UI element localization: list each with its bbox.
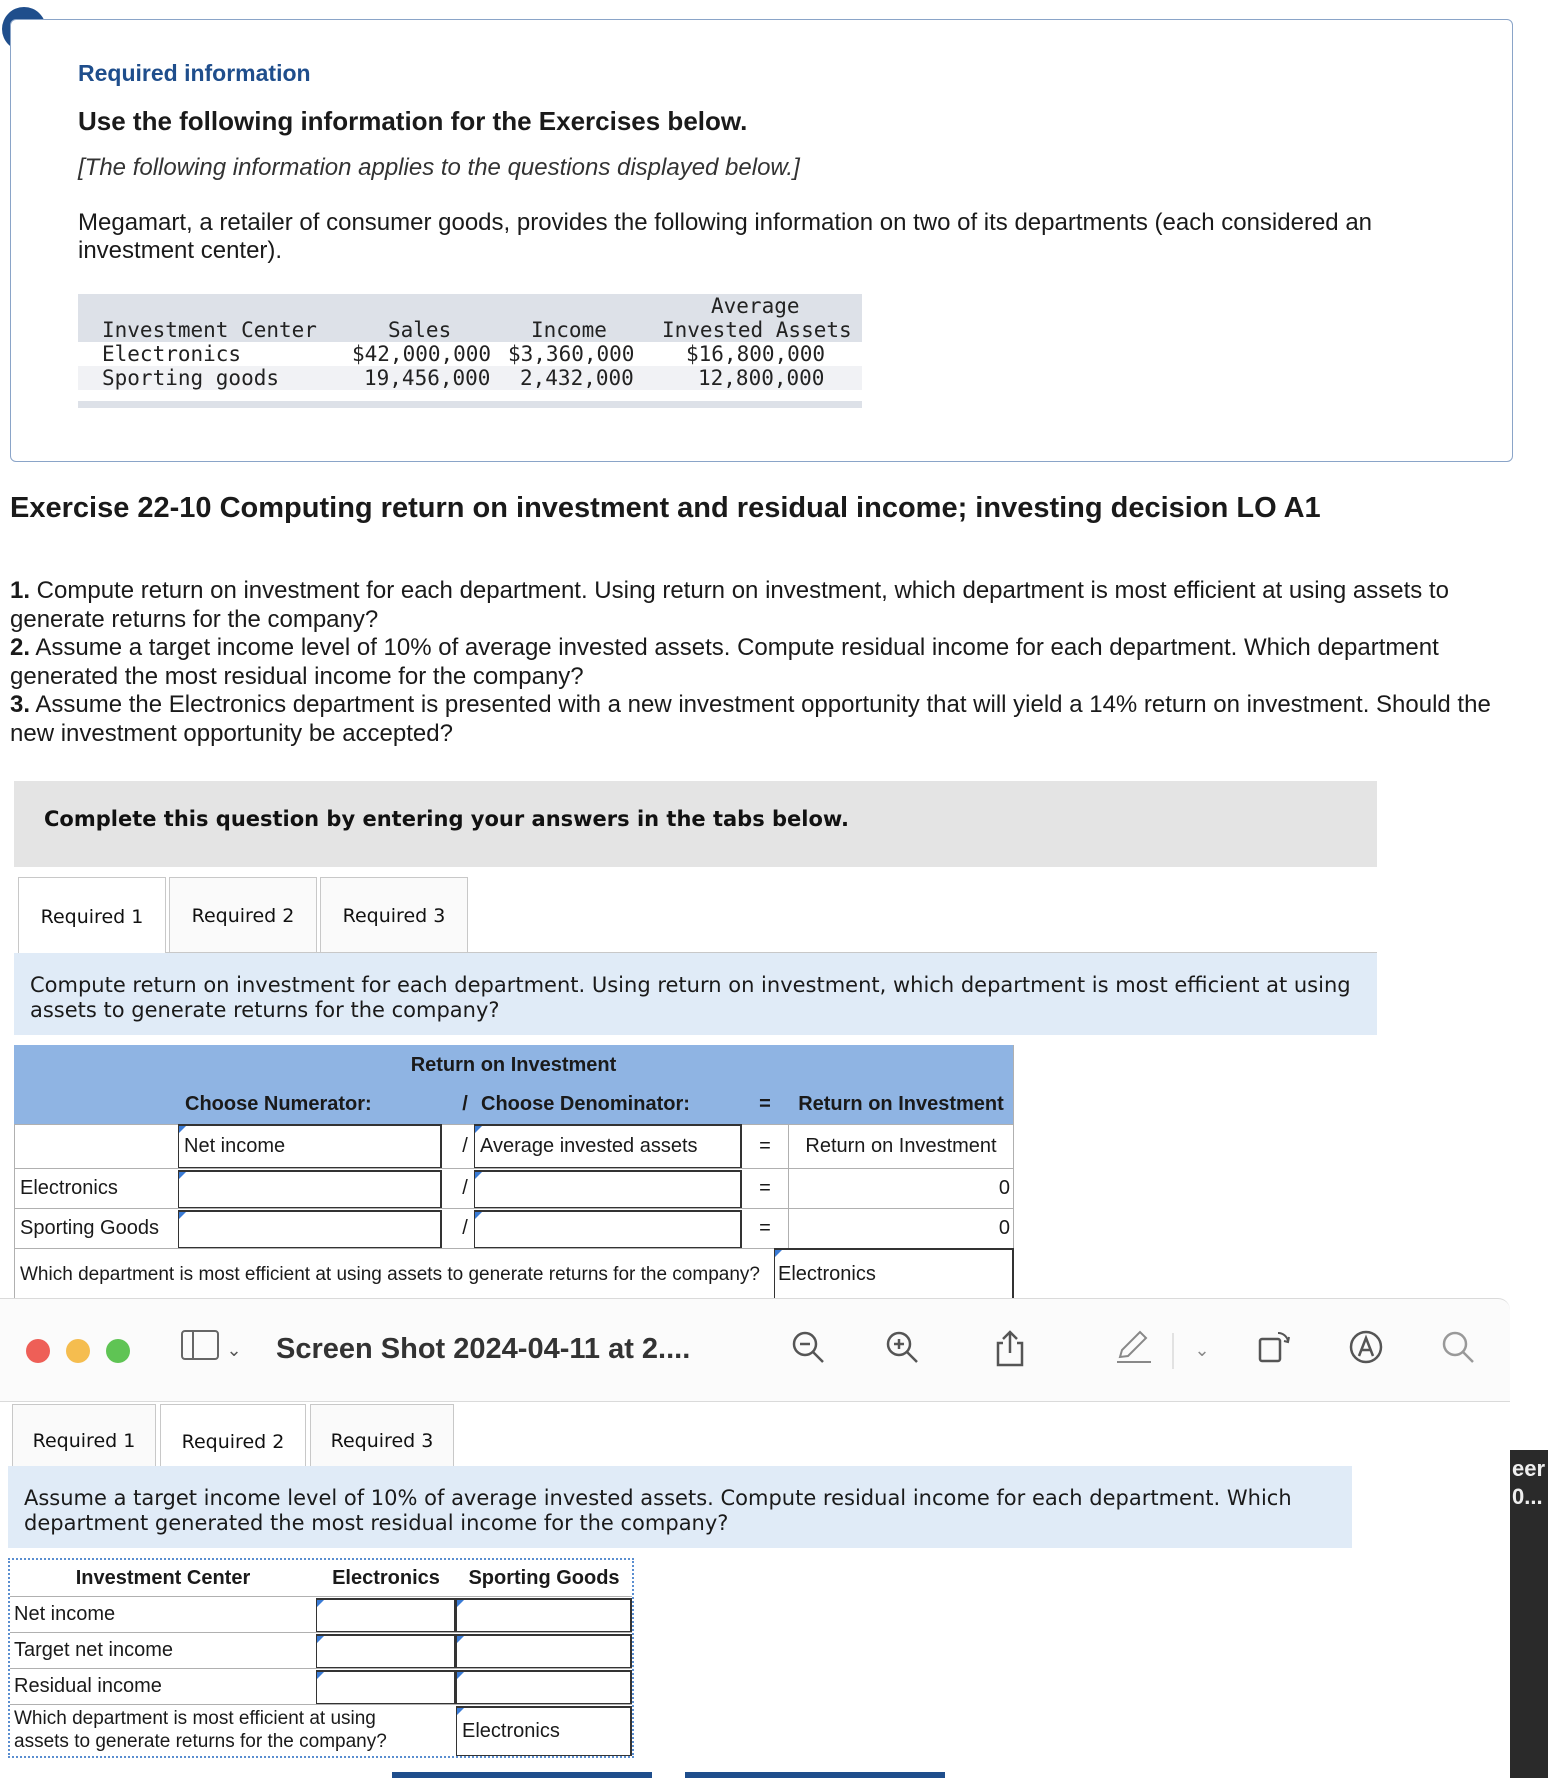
tab-required-2[interactable]: Required 2	[169, 877, 317, 953]
ri-which-department-answer: Electronics	[462, 1719, 560, 1742]
ri-which-question: Which department is most efficient at using assets to generate returns for the company?	[14, 1708, 387, 1752]
row-electronics-label: Electronics	[20, 1176, 118, 1199]
department-data-table	[78, 294, 862, 409]
q3-text: Assume the Electronics department is presented with a new investment opportunity that will yield a 14% return on investment. Should the new investment opportunity be accepted?	[10, 691, 1491, 747]
markup-circle-icon[interactable]	[1344, 1329, 1388, 1373]
tab-required-3[interactable]: Required 3	[320, 877, 468, 953]
markup-pen-icon[interactable]	[1112, 1329, 1156, 1373]
close-window-button[interactable]	[26, 1339, 50, 1363]
row-income: $3,360,000	[508, 342, 635, 366]
ri-row-label: Net income	[14, 1602, 116, 1625]
q2-number: 2.	[10, 634, 31, 661]
equals: =	[759, 1177, 771, 1199]
choose-denominator-label: Choose Denominator:	[481, 1093, 690, 1115]
ri-sporting-target-input[interactable]	[456, 1634, 632, 1668]
ri-electronics-residual-input[interactable]	[316, 1670, 456, 1704]
header-investment-center: Investment Center	[102, 318, 317, 342]
zoom-out-icon[interactable]	[786, 1329, 830, 1373]
required-info-subtitle: Use the following information for the Exercises below.	[78, 106, 748, 136]
q2-text: Assume a target income level of 10% of average invested assets. Compute residual income for each department. Which department generated the most residual income for the company?	[10, 634, 1439, 690]
required-info-paragraph: Megamart, a retailer of consumer goods, provides the following information on two of its departments (each considered an investment center).	[78, 209, 1373, 264]
header-invested-assets: Invested Assets	[662, 318, 852, 342]
exercise-title: Exercise 22-10 Computing return on investment and residual income; investing decision LO A1	[10, 492, 1321, 524]
share-icon[interactable]	[988, 1329, 1032, 1373]
result-label: Return on Investment	[805, 1134, 997, 1157]
row-sporting-label: Sporting Goods	[20, 1216, 159, 1239]
sporting-numerator-input[interactable]	[178, 1210, 442, 1248]
chevron-down-icon[interactable]: ⌄	[226, 1340, 242, 1361]
row-assets: $16,800,000	[686, 342, 826, 366]
exercise-questions	[10, 577, 1520, 748]
denominator-value: Average invested assets	[480, 1134, 698, 1157]
tab-required-3[interactable]: Required 3	[310, 1404, 454, 1476]
ri-row-label: Target net income	[14, 1638, 173, 1661]
ri-electronics-target-input[interactable]	[316, 1634, 456, 1668]
ri-row-label: Residual income	[14, 1674, 162, 1697]
required-info-note: [The following information applies to the questions displayed below.]	[78, 154, 800, 181]
chevron-down-icon[interactable]: ⌄	[1194, 1340, 1210, 1361]
slash: /	[462, 1135, 468, 1157]
ri-sporting-net-income-input[interactable]	[456, 1598, 632, 1632]
ri-header-sporting: Sporting Goods	[468, 1566, 620, 1589]
equals: =	[759, 1217, 771, 1239]
q1-number: 1.	[10, 577, 31, 604]
toolbar-divider	[1172, 1333, 1174, 1369]
which-department-question: Which department is most efficient at using assets to generate returns for the company?	[20, 1263, 760, 1285]
residual-income-table	[8, 1558, 634, 1758]
background-text-2: 0...	[1512, 1484, 1543, 1509]
q3-number: 3.	[10, 691, 31, 718]
bottom-button-edge[interactable]	[392, 1772, 652, 1778]
preview-toolbar	[0, 1298, 1510, 1402]
preview-title: Screen Shot 2024-04-11 at 2....	[276, 1333, 691, 1365]
req2-question: Assume a target income level of 10% of average invested assets. Compute residual income for each department. Which department generated the most residual income for the company?	[8, 1466, 1352, 1548]
electronics-roi-result: 0	[998, 1176, 1010, 1199]
zoom-window-button[interactable]	[106, 1339, 130, 1363]
header-equals: =	[759, 1093, 771, 1115]
which-department-answer: Electronics	[778, 1262, 876, 1285]
equals: =	[759, 1135, 771, 1157]
background-window-edge	[1510, 1450, 1548, 1778]
header-sales: Sales	[388, 318, 452, 342]
row-label: Electronics	[102, 342, 242, 366]
ri-electronics-net-income-input[interactable]	[316, 1598, 456, 1632]
tab-required-1[interactable]: Required 1	[12, 1404, 156, 1476]
bottom-button-edge[interactable]	[685, 1772, 945, 1778]
ri-sporting-residual-input[interactable]	[456, 1670, 632, 1704]
slash: /	[462, 1177, 468, 1199]
tab-required-2[interactable]: Required 2	[160, 1404, 306, 1478]
instruction-bar	[14, 781, 1377, 867]
numerator-value: Net income	[184, 1134, 286, 1157]
sidebar-toggle-icon[interactable]	[180, 1329, 220, 1373]
minimize-window-button[interactable]	[66, 1339, 90, 1363]
roi-table-title: Return on Investment	[14, 1045, 1013, 1085]
result-header: Return on Investment	[798, 1093, 1004, 1115]
grid-line	[14, 1124, 15, 1300]
req1-question: Compute return on investment for each department. Using return on investment, which department is most efficient at using assets to generate returns for the company?	[14, 953, 1377, 1035]
roi-table	[14, 1045, 1014, 1300]
electronics-denominator-input[interactable]	[474, 1170, 742, 1208]
row-income: 2,432,000	[520, 366, 634, 390]
background-text-1: eer	[1512, 1456, 1546, 1481]
instruction-text: Complete this question by entering your answers in the tabs below.	[44, 807, 849, 831]
q1-text: Compute return on investment for each department. Using return on investment, which department is most efficient at using assets to generate returns for the company?	[10, 577, 1449, 633]
header-income: Income	[531, 318, 607, 342]
zoom-in-icon[interactable]	[880, 1329, 924, 1373]
header-average: Average	[711, 294, 800, 318]
row-label: Sporting goods	[102, 366, 280, 390]
sporting-denominator-input[interactable]	[474, 1210, 742, 1248]
search-icon[interactable]	[1436, 1329, 1480, 1373]
ri-header-electronics: Electronics	[332, 1566, 440, 1589]
electronics-numerator-input[interactable]	[178, 1170, 442, 1208]
ri-header-center: Investment Center	[75, 1566, 251, 1589]
slash: /	[462, 1217, 468, 1239]
choose-numerator-label: Choose Numerator:	[185, 1093, 372, 1115]
header-slash: /	[462, 1093, 468, 1115]
row-sales: $42,000,000	[352, 342, 492, 366]
row-sales: 19,456,000	[364, 366, 491, 390]
rotate-icon[interactable]	[1252, 1329, 1296, 1373]
sporting-roi-result: 0	[998, 1216, 1010, 1239]
required-info-title: Required information	[78, 60, 311, 86]
tab-required-1[interactable]: Required 1	[18, 877, 166, 955]
row-assets: 12,800,000	[698, 366, 825, 390]
table-footer-band	[78, 401, 862, 408]
